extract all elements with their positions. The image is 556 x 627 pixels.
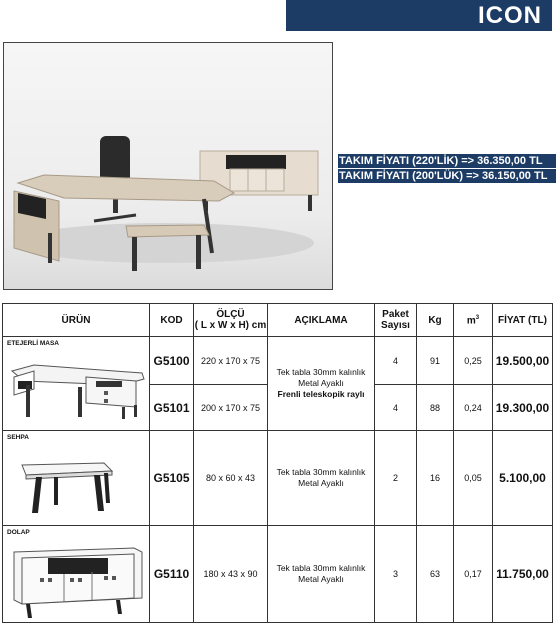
header-size-line1: ÖLÇÜ [216,309,245,320]
product-price: 19.300,00 [493,385,553,431]
product-cell-coffee-table [3,431,150,526]
header-kg: Kg [417,304,454,337]
product-cell-desk [3,337,150,431]
category-label: ETEJERLİ MASA [7,340,60,347]
header-volume-sup: 3 [475,315,480,322]
set-price-200: TAKIM FİYATI (200'LÜK) => 36.150,00 TL [338,169,556,183]
header-product: ÜRÜN [3,304,150,337]
table-header-row [3,304,553,337]
volume-m3: 0,17 [454,526,493,623]
volume-m3: 0,05 [454,431,493,526]
table-row [3,526,553,623]
header-volume-unit: m [466,315,476,327]
pack-count: 4 [375,385,417,431]
header-size [194,304,268,337]
price-table [2,303,553,623]
volume-m3: 0,25 [454,337,493,385]
brand-name: ICON [478,2,542,29]
product-size: 180 x 43 x 90 [194,526,268,623]
office-set-illustration [4,43,333,290]
product-size: 80 x 60 x 43 [194,431,268,526]
weight-kg: 91 [417,337,454,385]
pack-count: 2 [375,431,417,526]
volume-m3: 0,24 [454,385,493,431]
category-label: DOLAP [7,529,30,536]
product-price: 19.500,00 [493,337,553,385]
description-line-1: Tek tabla 30mm kalınlık [276,563,366,573]
product-cell-cabinet [3,526,150,623]
product-price: 5.100,00 [493,431,553,526]
product-code: G5105 [150,431,194,526]
product-size: 220 x 170 x 75 [194,337,268,385]
cabinet-illustration [4,538,149,622]
description-line-2: Metal Ayaklı [298,574,344,584]
description-line-2: Metal Ayaklı [298,478,344,488]
product-size: 200 x 170 x 75 [194,385,268,431]
header-description: AÇIKLAMA [268,304,375,337]
header-pack-line2: Sayısı [381,320,410,331]
header-size-line2: ( L x W x H) cm [194,320,267,331]
coffee-table-illustration [4,443,149,523]
pack-count: 4 [375,337,417,385]
product-description [268,337,375,431]
description-line-3: Frenli teleskopik raylı [277,389,365,399]
description-line-1: Tek tabla 30mm kalınlık [276,467,366,477]
weight-kg: 88 [417,385,454,431]
product-code: G5110 [150,526,194,623]
header-price: FİYAT (TL) [493,304,553,337]
table-row [3,431,553,526]
category-label: SEHPA [7,434,29,441]
set-price-220: TAKIM FİYATI (220'LİK) => 36.350,00 TL [338,154,556,168]
header-code: KOD [150,304,194,337]
product-description [268,526,375,623]
product-code: G5100 [150,337,194,385]
description-line-1: Tek tabla 30mm kalınlık [276,367,366,377]
description-line-2: Metal Ayaklı [298,378,344,388]
header-pack-line1: Paket [382,309,409,320]
header-volume [454,304,493,337]
office-set-photo [3,42,333,290]
pack-count: 3 [375,526,417,623]
header-pack-count [375,304,417,337]
product-description [268,431,375,526]
product-code: G5101 [150,385,194,431]
desk-illustration [4,349,149,429]
table-row [3,337,553,385]
weight-kg: 63 [417,526,454,623]
weight-kg: 16 [417,431,454,526]
brand-banner [286,0,552,31]
product-price: 11.750,00 [493,526,553,623]
